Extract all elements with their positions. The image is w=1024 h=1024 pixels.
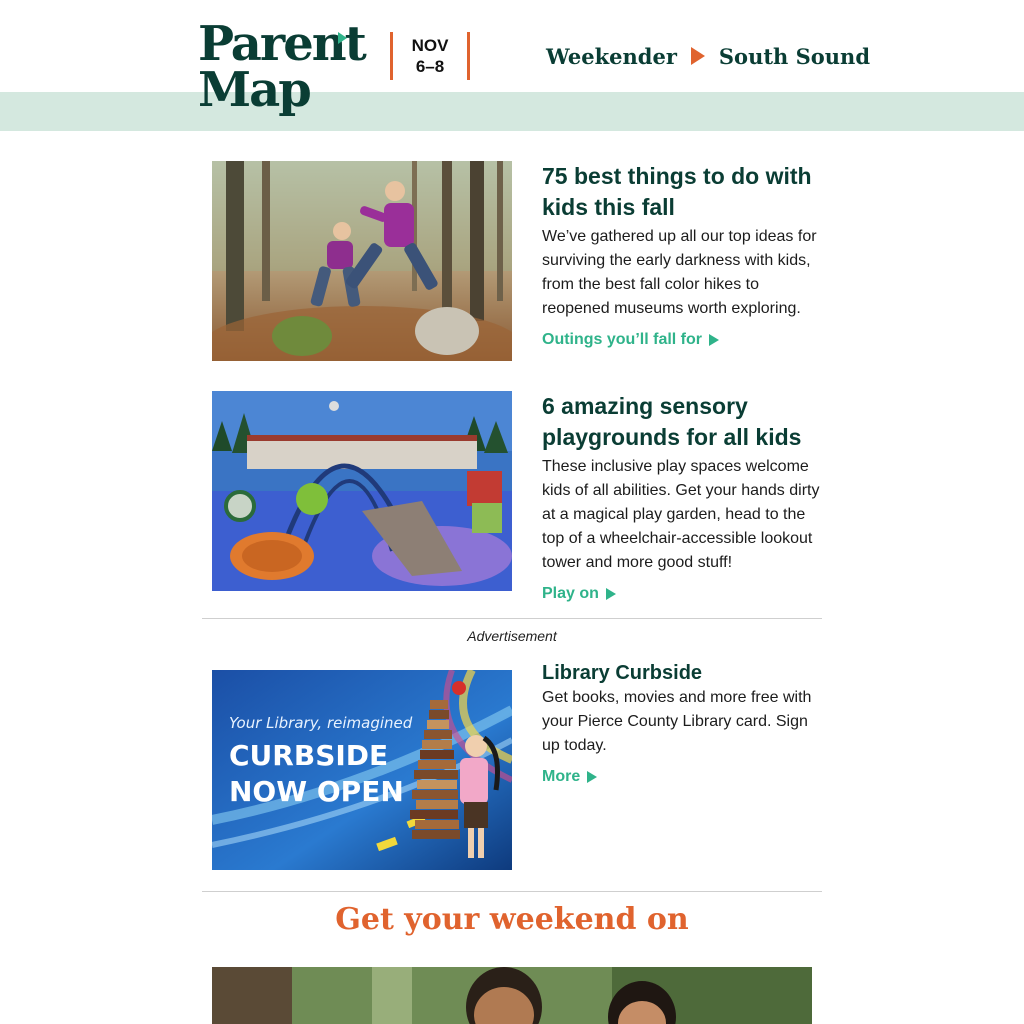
divider bbox=[202, 618, 822, 619]
story-cta-label: Outings you’ll fall for bbox=[542, 331, 702, 348]
play-arrow-icon bbox=[709, 334, 719, 346]
story-image-kids-forest[interactable] bbox=[212, 161, 512, 361]
family-photo-illustration bbox=[212, 967, 812, 1024]
story-text: These inclusive play spaces welcome kids of all abilities. Get your hands dirty at a magical play garden, head to the top of a wheelchair-accessible lookout tower and more good stuff! bbox=[542, 458, 820, 571]
story-text: We’ve gathered up all our top ideas for surviving the early darkness with kids, from the best fall color hikes to reopened museums worth exploring. bbox=[542, 228, 817, 317]
logo-flag-icon bbox=[338, 32, 347, 44]
hero-image-family[interactable] bbox=[212, 967, 812, 1024]
section-title: Get your weekend on bbox=[335, 902, 689, 937]
logo-line-1: Parent bbox=[198, 16, 365, 72]
story-cta-link[interactable] bbox=[542, 585, 616, 603]
story-title[interactable]: 6 amazing sensory playgrounds for all kids bbox=[542, 393, 802, 450]
header-band bbox=[0, 92, 1024, 131]
issue-date-month: NOV bbox=[411, 36, 449, 55]
story-image-playground[interactable] bbox=[212, 391, 512, 591]
ad-image-headline-2: NOW OPEN bbox=[229, 775, 404, 808]
parentmap-logo[interactable] bbox=[198, 16, 365, 126]
divider bbox=[202, 891, 822, 892]
story-cta-link[interactable] bbox=[542, 331, 719, 349]
play-arrow-icon bbox=[587, 771, 597, 783]
issue-date bbox=[390, 32, 470, 80]
curbside-ad-illustration bbox=[212, 670, 512, 870]
play-arrow-icon bbox=[606, 588, 616, 600]
ad-text: Get books, movies and more free with your Pierce County Library card. Sign up today. bbox=[542, 689, 812, 754]
issue-date-days: 6–8 bbox=[415, 57, 445, 76]
edition-weekender: Weekender bbox=[546, 43, 677, 69]
playground-illustration bbox=[212, 391, 512, 591]
ad-image-curbside[interactable] bbox=[212, 670, 512, 870]
ad-cta-label: More bbox=[542, 768, 581, 785]
edition-title bbox=[546, 41, 870, 71]
ad-cta-link[interactable] bbox=[542, 768, 597, 786]
edition-region: South Sound bbox=[718, 43, 871, 69]
story-title[interactable]: 75 best things to do with kids this fall bbox=[542, 163, 812, 220]
logo-line-2: Map bbox=[198, 62, 310, 118]
story-cta-label: Play on bbox=[542, 585, 599, 602]
kids-forest-illustration bbox=[212, 161, 512, 361]
edition-arrow-icon bbox=[691, 47, 705, 65]
ad-title[interactable]: Library Curbside bbox=[542, 662, 703, 684]
ad-image-headline-1: CURBSIDE bbox=[229, 739, 389, 772]
advertisement-label: Advertisement bbox=[467, 628, 557, 644]
ad-image-tagline: Your Library, reimagined bbox=[229, 714, 413, 732]
